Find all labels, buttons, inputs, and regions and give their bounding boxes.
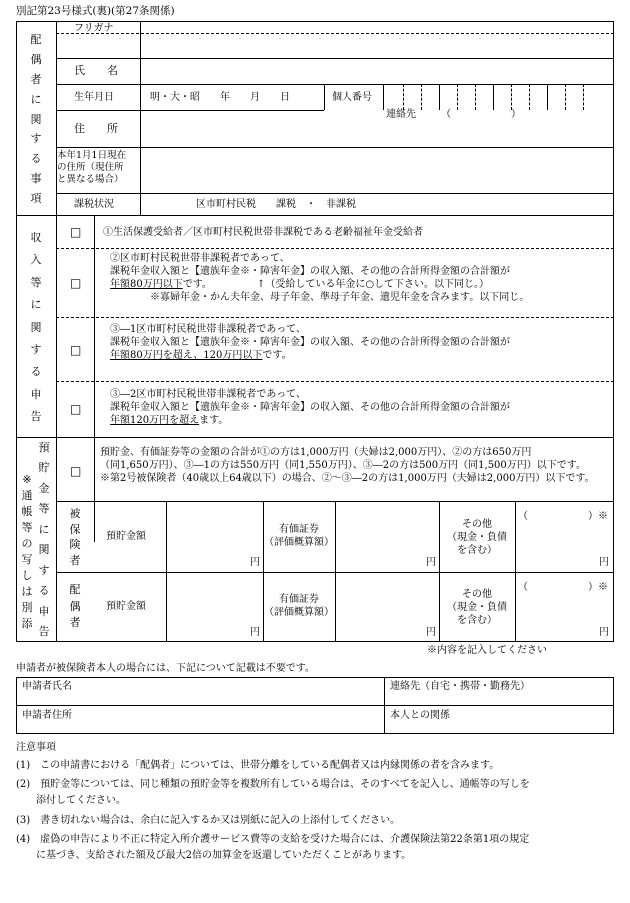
birthdate-era: 明・大・昭 年 月 日 xyxy=(150,92,290,103)
spouse-field-divider xyxy=(140,21,141,215)
name-label: 氏 名 xyxy=(74,64,118,77)
grid-line xyxy=(335,501,336,642)
row-line xyxy=(56,147,614,148)
note-3: (3) 書き切れない場合は、余白に記入するか又は別紙に記入の上添付してください。 xyxy=(16,815,401,826)
id-digit-line xyxy=(583,84,584,110)
spouse-savings-label: 配 偶 者 xyxy=(69,583,81,629)
option2-line3: 年額80万円以下です。 ↑（受給している年金に○して下さい。以下同じ。） xyxy=(110,279,490,290)
id-digit-line xyxy=(493,84,494,110)
option1-checkbox[interactable]: □ xyxy=(70,225,82,239)
option3-checkbox[interactable]: □ xyxy=(70,343,82,357)
id-digit-line xyxy=(529,84,530,110)
section-line xyxy=(16,215,614,216)
insured-other-detail: （ ）※ xyxy=(518,511,608,522)
applicant-name-label: 申請者氏名 xyxy=(22,681,72,692)
id-digit-line xyxy=(403,84,404,110)
spouse-deposit-label: 預貯金額 xyxy=(106,601,146,612)
row-line xyxy=(56,33,614,34)
insured-securities-label: 有価証券 （評価概算額） xyxy=(264,524,334,548)
option4-checkbox[interactable]: □ xyxy=(70,402,82,416)
address-label: 住 所 xyxy=(74,122,118,135)
insured-deposit-yen: 円 xyxy=(250,557,260,568)
note-1: (1) この申請書における「配偶者」については、世帯分離をしている配偶者又は内縁関係の者を含みます。 xyxy=(16,760,500,771)
note-4a: (4) 虚偽の申告により不正に特定入所介護サービス費等の支給を受けた場合には、介護保険法第22条第1項の規定 xyxy=(16,834,530,845)
id-digit-line xyxy=(475,84,476,110)
income-section-label: 収 入 等 に 関 す る 申 告 xyxy=(30,231,42,423)
tax-status-label: 課税状況 xyxy=(74,199,114,210)
option2-line1: ②区市町村民税世帯非課税者であって、 xyxy=(110,253,290,264)
spouse-securities-label: 有価証券 （評価概算額） xyxy=(264,594,334,618)
option-line xyxy=(56,248,614,249)
option3-line2: 課税年金収入額と【遺族年金※・障害年金】の収入額、その他の合計所得金額の合計額が xyxy=(110,337,510,348)
id-number-label: 個人番号 xyxy=(332,92,372,103)
applicant-address-label: 申請者住所 xyxy=(22,710,72,721)
id-digit-line xyxy=(457,84,458,110)
insured-securities-yen: 円 xyxy=(426,557,436,568)
row-line xyxy=(56,84,614,85)
form-title: 別記第23号様式(裏)(第27条関係) xyxy=(16,5,175,17)
grid-line xyxy=(384,677,385,734)
row-line xyxy=(56,58,614,59)
option-line xyxy=(56,317,614,318)
option3-line3: 年額80万円を超え、120万円以下です。 xyxy=(110,350,292,361)
option4-line2: 課税年金収入額と【遺族年金※・障害年金】の収入額、その他の合計所得金額の合計額が xyxy=(110,402,510,413)
spouse-other-label: その他 （現金・負債 を含む） xyxy=(447,589,507,626)
id-digit-line xyxy=(439,84,440,110)
spouse-other-detail: （ ）※ xyxy=(518,582,608,593)
option-line xyxy=(56,381,614,382)
jan1-address-label: 本年1月1日現在 の住所（現住所 と異なる場合） xyxy=(57,150,127,185)
birthdate-label: 生年月日 xyxy=(74,92,114,103)
checkbox-column-divider xyxy=(94,215,95,542)
applicant-note: 申請者が被保険者本人の場合には、下記について記載は不要です。 xyxy=(16,663,315,674)
notes-title: 注意事項 xyxy=(16,742,56,753)
spouse-section-label: 配 偶 者 に 関 す る 事 項 xyxy=(30,33,42,205)
option3-line1: ③―1区市町村民税世帯非課税者であって、 xyxy=(110,324,307,335)
savings-section-label-b: ※ 通 帳 等 の 写 し は 別 添 xyxy=(21,473,33,630)
grid-line xyxy=(515,501,516,642)
savings-footnote: ※内容を記入してください xyxy=(427,645,547,656)
insured-other-label: その他 （現金・負債 を含む） xyxy=(447,519,507,556)
furigana-label: フリガナ xyxy=(74,23,114,34)
option2-note: ※寡婦年金・かん夫年金、母子年金、準母子年金、遺児年金を含みます。以下同じ。 xyxy=(150,292,530,303)
id-digit-line xyxy=(421,84,422,110)
insured-deposit-label: 預貯金額 xyxy=(106,531,146,542)
spouse-other-yen: 円 xyxy=(599,627,609,638)
applicant-contact-label: 連絡先（自宅・携帯・勤務先） xyxy=(390,681,530,692)
note-2b: 添付してください。 xyxy=(16,795,126,806)
savings-desc-line2: （同1,650万円）、③―1の方は550万円（同1,550万円）、③―2の方は500万円（同1,500万円）以下です。 xyxy=(100,460,586,471)
note-2a: (2) 預貯金等については、同じ種類の預貯金等を複数所有している場合は、そのすべてを記入し、通帳等の写しを xyxy=(16,779,530,790)
note-4b: に基づき、支給された額及び最大2倍の加算金を返還していただくことがあります。 xyxy=(16,850,412,861)
label-column-divider xyxy=(56,21,57,642)
id-digit-line xyxy=(547,84,548,110)
id-divider xyxy=(383,84,384,110)
contact-label: 連絡先 （ ） xyxy=(386,109,521,120)
row-line xyxy=(56,193,614,194)
applicant-relation-label: 本人との関係 xyxy=(390,710,450,721)
savings-desc-line1: 預貯金、有価証券等の金額の合計が①の方は1,000万円（夫婦は2,000万円）、②の方は650万円 xyxy=(100,447,532,458)
id-digit-line xyxy=(511,84,512,110)
insured-other-yen: 円 xyxy=(599,557,609,568)
option4-line1: ③―2区市町村民税世帯非課税者であって、 xyxy=(110,389,307,400)
option1-text: ①生活保護受給者／区市町村民税世帯非課税である老齢福祉年金受給者 xyxy=(103,227,423,238)
savings-checkbox[interactable]: □ xyxy=(70,464,82,478)
id-digit-line xyxy=(565,84,566,110)
tax-status-value: 区市町村民税 課税 ・ 非課税 xyxy=(196,199,356,210)
savings-desc-line3: ※第2号被保険者（40歳以上64歳以下）の場合、②～③―2の方は1,000万円（夫婦は2,000万円）以下です。 xyxy=(100,473,595,484)
spouse-deposit-yen: 円 xyxy=(250,627,260,638)
row-line xyxy=(56,110,324,111)
option2-checkbox[interactable]: □ xyxy=(70,276,82,290)
id-divider xyxy=(324,84,325,110)
option4-line3: 年額120万円を超えます。 xyxy=(110,415,229,426)
section-line xyxy=(16,437,614,438)
grid-line xyxy=(166,501,167,642)
row-line xyxy=(16,705,614,706)
spouse-securities-yen: 円 xyxy=(426,627,436,638)
savings-section-label-a: 預 貯 金 等 に 関 す る 申 告 xyxy=(38,441,50,638)
option2-line2: 課税年金収入額と【遺族年金※・障害年金】の収入額、その他の合計所得金額の合計額が xyxy=(110,266,510,277)
insured-label: 被 保 険 者 xyxy=(69,507,81,567)
